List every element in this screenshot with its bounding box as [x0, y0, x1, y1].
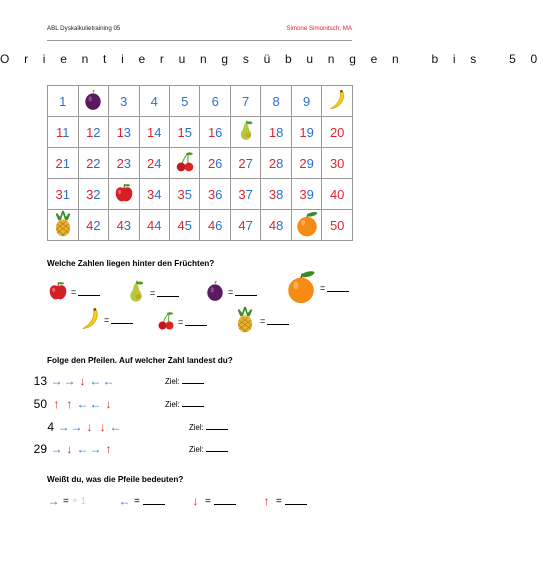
- pear-icon: [124, 280, 148, 306]
- fruit-eq-pineapple: =: [232, 307, 289, 335]
- fruit-eq-cherry: =: [156, 311, 207, 333]
- answer-blank[interactable]: [206, 423, 228, 430]
- grid-row: [48, 117, 353, 148]
- answer-blank[interactable]: [206, 445, 228, 452]
- grid-cell: 30: [322, 148, 353, 179]
- answer-blank[interactable]: [157, 289, 179, 297]
- arrow-path: [29, 442, 115, 456]
- answer-blank[interactable]: [78, 288, 100, 296]
- grid-cell: 8: [261, 86, 291, 117]
- grid-row: [48, 179, 353, 210]
- grid-cell-orange: [291, 210, 322, 241]
- grid-cell-pear: [230, 117, 261, 148]
- grid-cell: 4: [139, 86, 169, 117]
- arrow-down-icon: ↓: [99, 420, 106, 434]
- grid-cell: 19: [291, 117, 322, 148]
- answer-blank[interactable]: [143, 497, 165, 505]
- grid-cell: 15: [169, 117, 200, 148]
- grid-cell: 20: [322, 117, 353, 148]
- grid-cell: 6: [200, 86, 230, 117]
- ziel-answer: [189, 423, 228, 432]
- fruit-eq-banana: =: [78, 307, 133, 333]
- grid-cell: 35: [169, 179, 200, 210]
- section-fruits-label: Welche Zahlen liegen hinter den Früchten?: [47, 259, 215, 268]
- arrow-left-icon: ←: [89, 397, 102, 411]
- grid-cell: 7: [230, 86, 261, 117]
- grid-cell: 26: [200, 148, 230, 179]
- grid-cell: 42: [78, 210, 109, 241]
- arrow-up-icon: ↑: [263, 494, 270, 508]
- ziel-label: Ziel:: [165, 400, 180, 409]
- answer-blank[interactable]: [111, 316, 133, 324]
- legend-example: + 1: [71, 495, 87, 507]
- number-grid: [47, 85, 353, 241]
- arrow-up-icon: ↑: [105, 442, 112, 456]
- path-start-number: 4: [47, 420, 54, 434]
- answer-blank[interactable]: [267, 317, 289, 325]
- orange-icon: [294, 211, 320, 240]
- grid-cell: 32: [78, 179, 109, 210]
- banana-icon: [326, 89, 348, 114]
- legend-right: → = + 1: [47, 494, 87, 508]
- answer-blank[interactable]: [285, 497, 307, 505]
- grid-cell: 16: [200, 117, 230, 148]
- arrow-right-icon: →: [50, 442, 63, 456]
- arrow-path: [36, 420, 122, 434]
- cherry-icon: [156, 311, 176, 333]
- plum-icon: [82, 89, 104, 114]
- grid-cell: 37: [230, 179, 261, 210]
- ziel-answer: [165, 377, 204, 386]
- fruit-eq-plum: =: [204, 280, 257, 304]
- grid-cell: 3: [109, 86, 140, 117]
- pineapple-icon: [232, 307, 258, 335]
- arrow-up-icon: ↑: [66, 397, 73, 411]
- banana-icon: [78, 307, 102, 333]
- arrow-down-icon: ↓: [105, 397, 112, 411]
- grid-cell: 31: [48, 179, 79, 210]
- arrow-left-icon: ←: [109, 420, 122, 434]
- grid-cell: 50: [322, 210, 353, 241]
- grid-cell: 40: [322, 179, 353, 210]
- fruit-eq-apple: =: [47, 280, 100, 304]
- grid-cell: 28: [261, 148, 291, 179]
- arrow-right-icon: →: [89, 442, 102, 456]
- arrow-down-icon: ↓: [192, 494, 199, 508]
- grid-cell: 22: [78, 148, 109, 179]
- grid-cell: 34: [139, 179, 169, 210]
- grid-cell: 13: [109, 117, 140, 148]
- ziel-label: Ziel:: [165, 377, 180, 386]
- grid-cell: 44: [139, 210, 169, 241]
- grid-row: [48, 148, 353, 179]
- arrow-left-icon: ←: [102, 374, 115, 388]
- grid-cell: 1: [48, 86, 79, 117]
- arrow-right-icon: →: [70, 420, 83, 434]
- arrow-right-icon: →: [57, 420, 70, 434]
- ziel-answer: [165, 400, 204, 409]
- grid-cell: 21: [48, 148, 79, 179]
- ziel-answer: [189, 445, 228, 454]
- answer-blank[interactable]: [327, 284, 349, 292]
- grid-cell: 36: [200, 179, 230, 210]
- path-start-number: 50: [33, 397, 47, 411]
- answer-blank[interactable]: [182, 377, 204, 384]
- grid-cell: 38: [261, 179, 291, 210]
- plum-icon: [204, 280, 226, 304]
- grid-cell-cherry: [169, 148, 200, 179]
- pear-icon: [235, 120, 257, 145]
- legend-down: ↓ =: [189, 494, 236, 508]
- grid-cell: 45: [169, 210, 200, 241]
- answer-blank[interactable]: [182, 400, 204, 407]
- header-left: ABL Dyskalkulietraining 05: [47, 25, 121, 32]
- grid-cell: 24: [139, 148, 169, 179]
- grid-cell-pineapple: [48, 210, 79, 241]
- fruit-eq-orange: =: [284, 270, 349, 306]
- arrow-left-icon: ←: [89, 374, 102, 388]
- grid-row: [48, 86, 353, 117]
- header-divider: [47, 40, 352, 41]
- fruit-eq-pear: =: [124, 280, 179, 306]
- grid-cell: 43: [109, 210, 140, 241]
- section-arrows-label: Folge den Pfeilen. Auf welcher Zahl landest du?: [47, 356, 233, 365]
- arrow-right-icon: →: [47, 494, 60, 508]
- arrow-up-icon: ↑: [53, 397, 60, 411]
- grid-cell-banana: [322, 86, 353, 117]
- ziel-label: Ziel:: [189, 445, 204, 454]
- grid-cell: 9: [291, 86, 322, 117]
- section-legend-label: Weißt du, was die Pfeile bedeuten?: [47, 475, 184, 484]
- arrow-path: [29, 374, 115, 388]
- grid-cell: 18: [261, 117, 291, 148]
- arrow-right-icon: →: [50, 374, 63, 388]
- cherry-icon: [174, 151, 196, 176]
- answer-blank[interactable]: [214, 497, 236, 505]
- arrow-left-icon: ←: [76, 397, 89, 411]
- arrow-left-icon: ←: [76, 442, 89, 456]
- grid-cell: 5: [169, 86, 200, 117]
- apple-icon: [47, 280, 69, 304]
- legend-up: ↑ =: [260, 494, 307, 508]
- answer-blank[interactable]: [185, 318, 207, 326]
- grid-cell: 11: [48, 117, 79, 148]
- answer-blank[interactable]: [235, 288, 257, 296]
- ziel-label: Ziel:: [189, 423, 204, 432]
- grid-cell: 12: [78, 117, 109, 148]
- arrow-down-icon: ↓: [79, 374, 86, 388]
- grid-cell: 39: [291, 179, 322, 210]
- grid-cell: 29: [291, 148, 322, 179]
- grid-cell: 47: [230, 210, 261, 241]
- grid-cell: 46: [200, 210, 230, 241]
- path-start-number: 13: [33, 374, 47, 388]
- path-start-number: 29: [33, 442, 47, 456]
- pineapple-icon: [50, 211, 76, 240]
- arrow-path: [29, 397, 115, 411]
- grid-cell: 48: [261, 210, 291, 241]
- grid-cell: 23: [109, 148, 140, 179]
- grid-cell-apple: [109, 179, 140, 210]
- arrow-down-icon: ↓: [66, 442, 73, 456]
- page-title: O r i e n t i e r u n g s ü b u n g e n b i s 5 0: [0, 52, 543, 66]
- grid-cell-plum: [78, 86, 109, 117]
- grid-cell: 27: [230, 148, 261, 179]
- legend-left: ← =: [118, 494, 165, 508]
- grid-cell: 14: [139, 117, 169, 148]
- apple-icon: [113, 182, 135, 207]
- arrow-right-icon: →: [63, 374, 76, 388]
- arrow-down-icon: ↓: [86, 420, 93, 434]
- orange-icon: [284, 270, 318, 306]
- arrow-left-icon: ←: [118, 494, 131, 508]
- grid-row: [48, 210, 353, 241]
- header-right: Simone Simonitsch, MA: [286, 25, 352, 32]
